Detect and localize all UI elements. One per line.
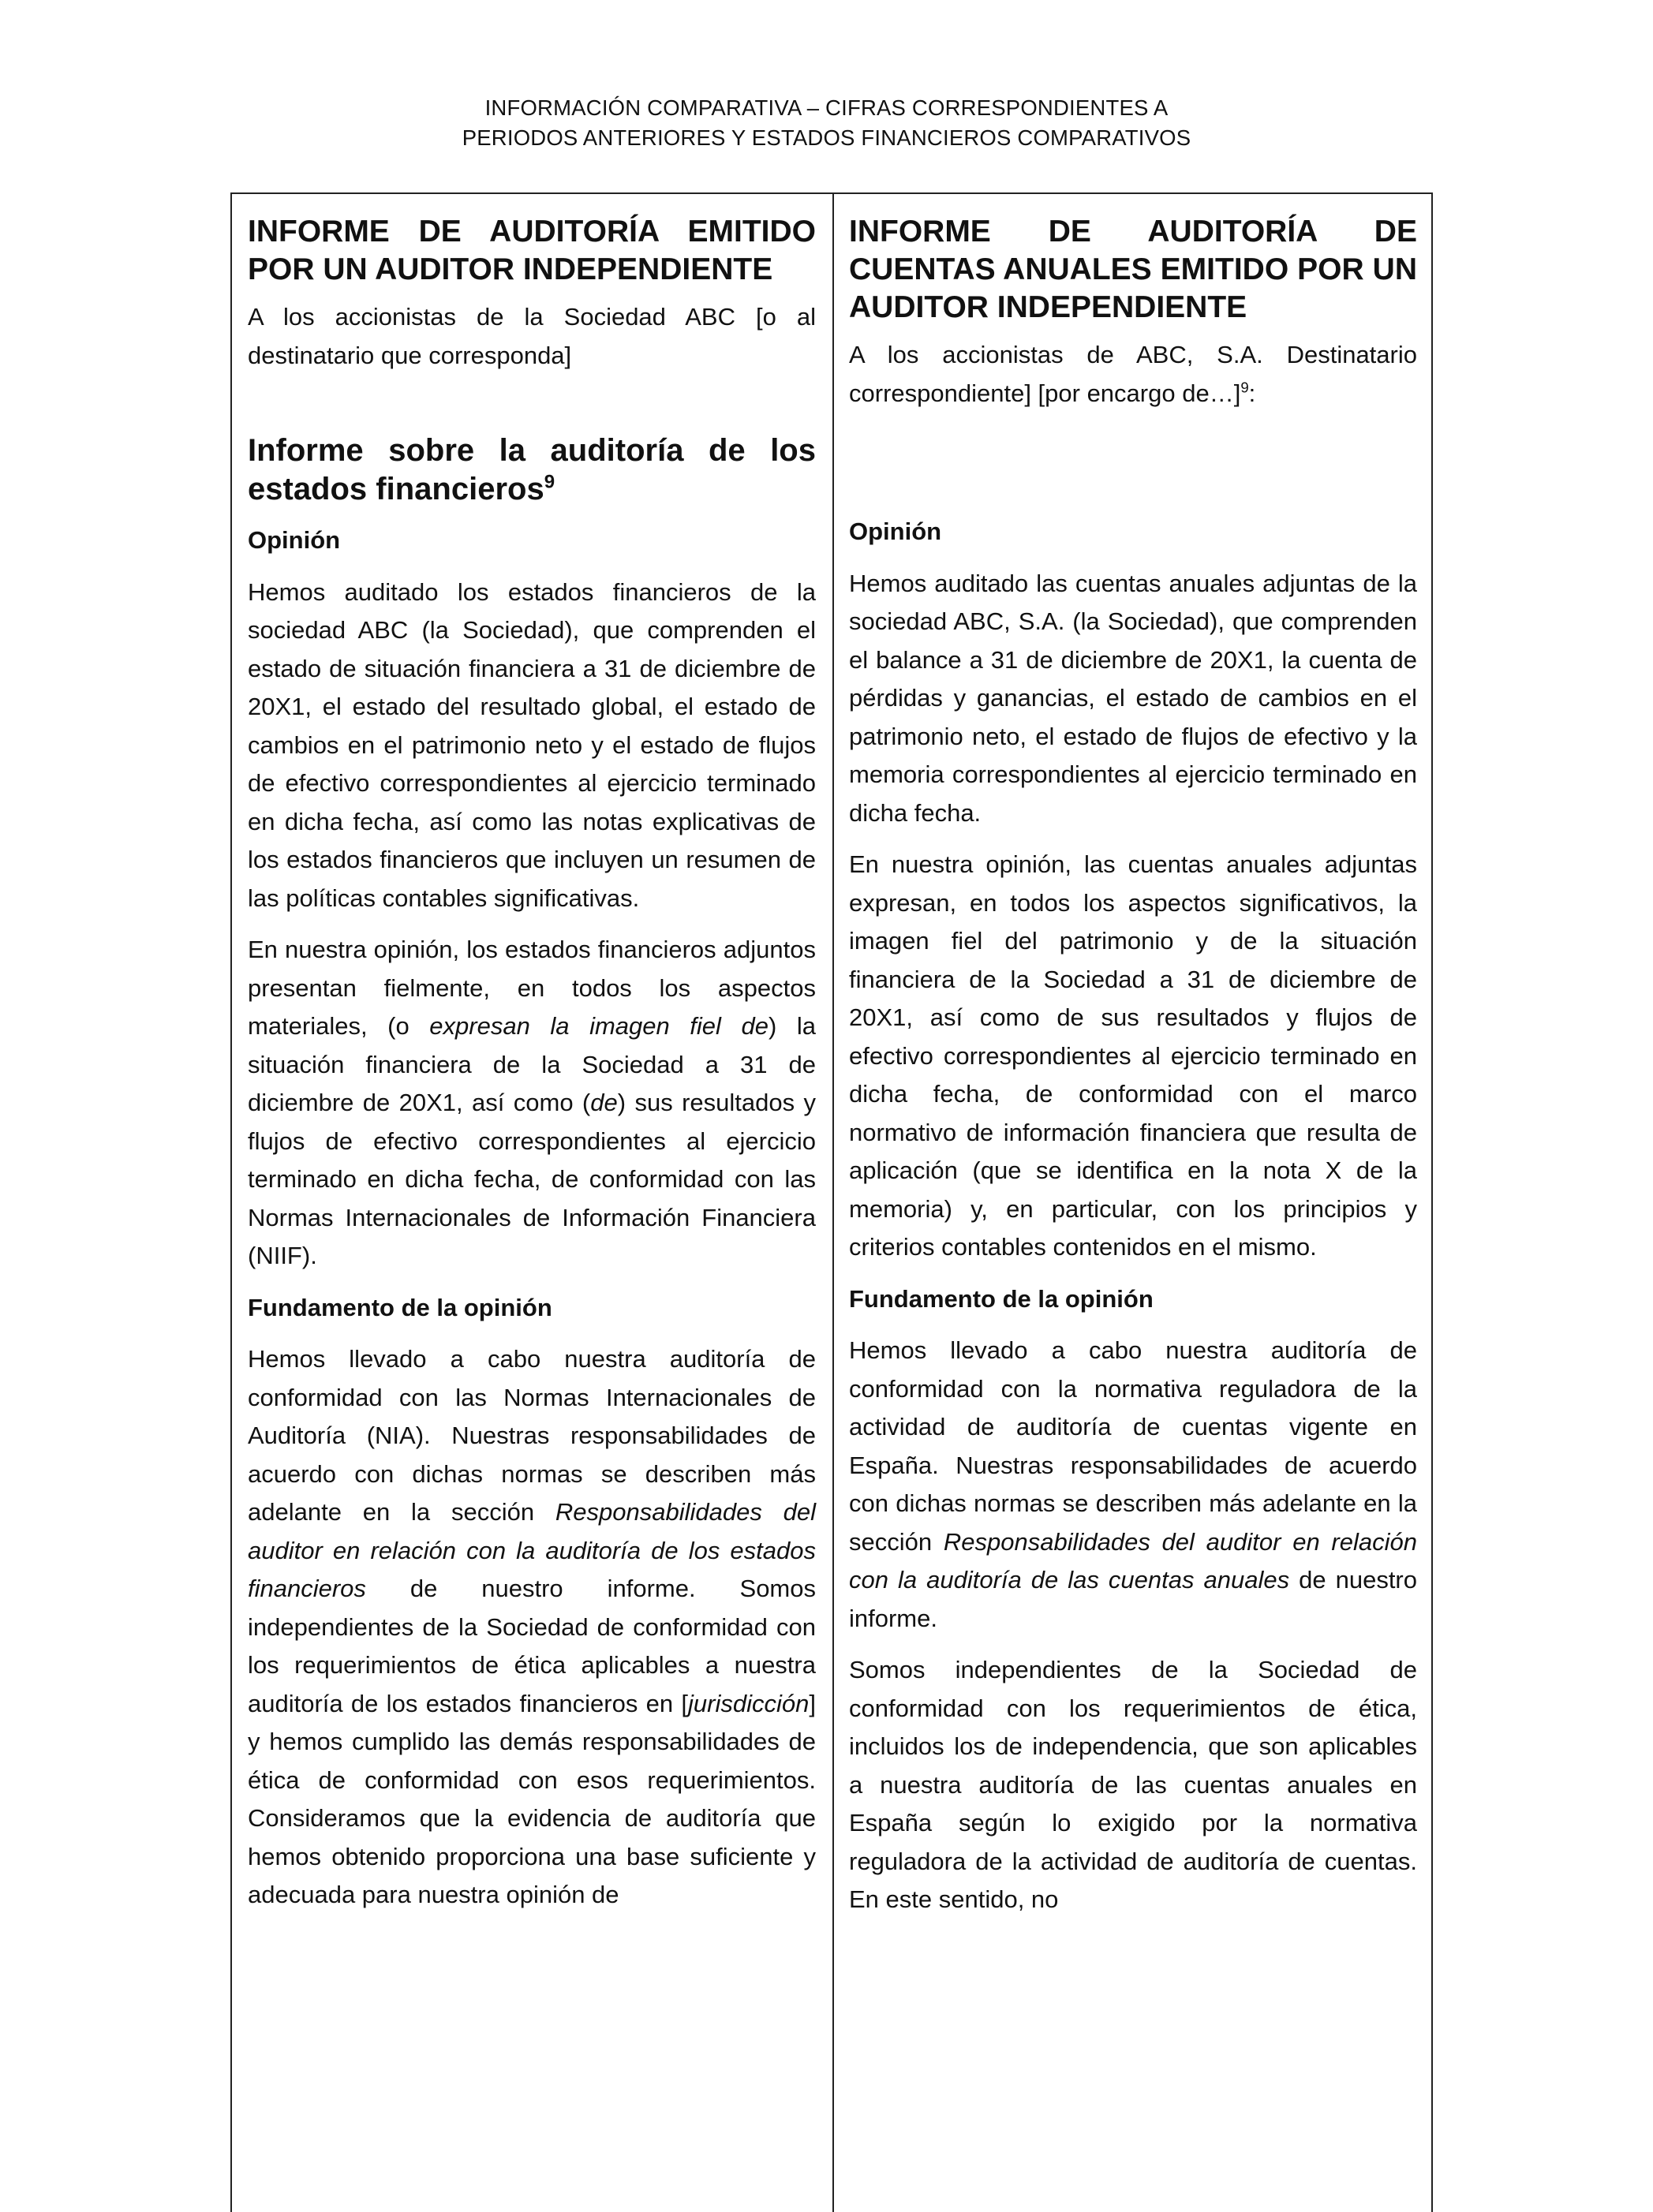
text-run: En nuestra opinión, los estados financieros adjuntos presentan fielmente, en todos los aspectos materiales, (o [248,936,816,1040]
text-run: Hemos llevado a cabo nuestra auditoría de conformidad con las Normas Internacionales de Auditoría (NIA). Nuestras responsabilidades de acuerdo con dichas normas se describen más adelante en la sección [248,1345,816,1526]
right-spacer [849,426,1417,513]
right-opinion-paragraph-1: Hemos auditado las cuentas anuales adjuntas de la sociedad ABC, S.A. (la Sociedad), que comprenden el balance a 31 de diciembre de 20X1, la cuenta de pérdidas y ganancias, el estado de cambios en el patrimonio neto, el estado de flujos de efectivo y la memoria correspondientes al ejercicio terminado en dicha fecha. [849,569,1417,827]
left-addressee: A los accionistas de la Sociedad ABC [o al destinatario que corresponda] [248,303,816,369]
page-header-line-2: PERIODOS ANTERIORES Y ESTADOS FINANCIEROS COMPARATIVOS [462,125,1191,150]
right-opinion-paragraph-2: En nuestra opinión, las cuentas anuales adjuntas expresan, en todos los aspectos significativos, la imagen fiel del patrimonio y de la situación financiera de la Sociedad a 31 de diciembre de 20X1, así como de sus resultados y flujos de efectivo correspondientes al ejercicio terminado en dicha fecha, de conformidad con el marco normativo de información financiera que resulta de aplicación (que se identifica en la nota X de la memoria) y, en particular, con los principios y criterios contables contenidos en el mismo. [849,850,1417,1261]
left-section-footnote: 9 [544,471,555,493]
left-opinion-heading: Opinión [248,526,341,554]
right-basis-heading: Fundamento de la opinión [849,1284,1154,1313]
italic-run: de [590,1089,618,1116]
right-column [849,194,1417,1933]
left-report-title: INFORME DE AUDITORÍA EMITIDO POR UN AUDITOR INDEPENDIENTE [248,215,816,286]
right-opinion-heading: Opinión [849,518,942,545]
text-run: Hemos llevado a cabo nuestra auditoría de conformidad con la normativa reguladora de la actividad de auditoría de cuentas vigente en España. Nuestras responsabilidades de acuerdo con dichas normas se describen más adelante en la sección [849,1336,1417,1556]
italic-run: expresan la imagen fiel de [429,1012,769,1040]
right-addressee [849,336,1417,413]
left-section-title [248,432,816,509]
text-run: de nuestro informe. [849,1566,1417,1632]
text-run: ) la situación financiera de la Sociedad a 31 de diciembre de 20X1, así como ( [248,1012,816,1116]
left-basis-heading: Fundamento de la opinión [248,1293,552,1321]
left-opinion-paragraph-1: Hemos auditado los estados financieros de la sociedad ABC (la Sociedad), que comprenden el estado de situación financiera a 31 de diciembre de 20X1, el estado del resultado global, el estado de cambios en el patrimonio neto y el estado de flujos de efectivo correspondientes al ejercicio terminado en dicha fecha, así como las notas explicativas de los estados financieros que incluyen un resumen de las políticas contables significativas. [248,577,816,912]
left-opinion-paragraph-2 [248,931,816,1276]
comparison-table [230,192,1433,2212]
column-divider [832,194,834,2212]
right-report-title: INFORME DE AUDITORÍA DE CUENTAS ANUALES EMITIDO POR UN AUDITOR INDEPENDIENTE [849,215,1417,324]
right-basis-paragraph-1 [849,1332,1417,1638]
text-run: de nuestro informe. Somos independientes de la Sociedad de conformidad con los requerimientos de ética aplicables a nuestra auditoría de los estados financieros en [ [248,1575,816,1717]
right-addressee-footnote: 9 [1240,379,1249,396]
page-header-line-1: INFORMACIÓN COMPARATIVA – CIFRAS CORRESPONDIENTES A [484,95,1169,120]
page-header [0,93,1653,153]
right-basis-paragraph-2: Somos independientes de la Sociedad de conformidad con los requerimientos de ética, incluidos los de independencia, que son aplicables a nuestra auditoría de las cuentas anuales en España según lo exigido por la normativa reguladora de la actividad de auditoría de cuentas. En este sentido, no [849,1656,1417,1913]
left-spacer [248,388,816,432]
left-section-title-text: Informe sobre la auditoría de los estados financieros [248,433,816,506]
italic-run: Responsabilidades del auditor en relación con la auditoría de los estados financieros [248,1498,816,1602]
italic-run: jurisdicción [688,1689,810,1717]
text-run: ] y hemos cumplido las demás responsabilidades de ética de conformidad con esos requerimientos. Consideramos que la evidencia de auditoría que hemos obtenido proporciona una base suficiente y adecuada para nuestra opinión de [248,1689,816,1908]
left-column [248,194,816,1928]
left-basis-paragraph [248,1340,816,1915]
text-run: A los accionistas de ABC, S.A. Destinatario correspondiente] [por encargo de…] [849,341,1417,407]
text-run: ) sus resultados y flujos de efectivo correspondientes al ejercicio terminado en dicha fecha, de conformidad con las Normas Internacionales de Información Financiera (NIIF). [248,1089,816,1269]
italic-run: Responsabilidades del auditor en relación con la auditoría de las cuentas anuales [849,1527,1417,1594]
text-run: : [1248,379,1256,407]
